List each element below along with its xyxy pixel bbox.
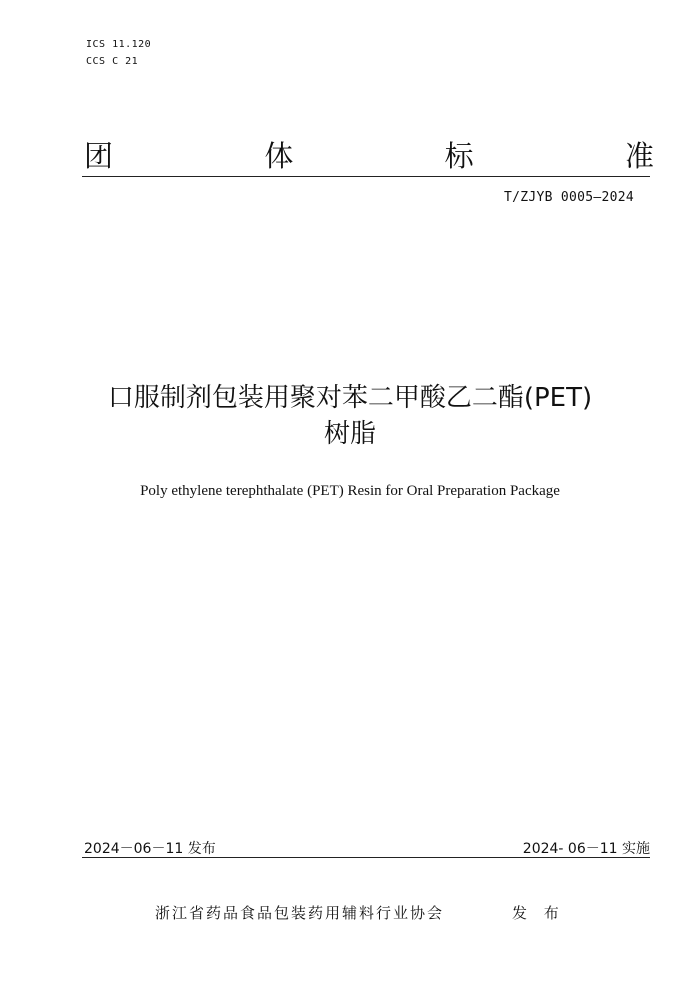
title-cn-line-2: 树脂 bbox=[323, 419, 376, 449]
release-date: 2024－06－11 发布 bbox=[84, 841, 216, 857]
document-title-cn bbox=[0, 380, 700, 452]
implementation-date: 2024- 06－11 实施 bbox=[522, 841, 650, 857]
standard-type-char-1: 团 bbox=[84, 138, 114, 173]
title-cn-line-1: 口服制剂包装用聚对苯二甲酸乙二酯(PET) bbox=[107, 383, 593, 413]
date-row bbox=[84, 838, 650, 858]
ccs-code: CCS C 21 bbox=[86, 56, 139, 67]
publisher-name: 浙江省药品食品包装药用辅料行业协会 bbox=[155, 904, 445, 922]
standard-type-char-3: 标 bbox=[444, 138, 474, 173]
standard-type-char-2: 体 bbox=[264, 138, 294, 173]
header-divider bbox=[82, 176, 650, 177]
footer-divider bbox=[82, 857, 650, 858]
publish-label: 发 布 bbox=[512, 904, 565, 922]
document-title-en: Poly ethylene terephthalate (PET) Resin for Oral Preparation Package bbox=[140, 483, 560, 499]
classification-codes bbox=[86, 36, 151, 70]
standard-number: T/ZJYB 0005—2024 bbox=[503, 190, 634, 205]
ics-code: ICS 11.120 bbox=[86, 39, 152, 50]
standard-type-heading bbox=[84, 134, 654, 174]
standard-type-char-4: 准 bbox=[624, 138, 654, 173]
